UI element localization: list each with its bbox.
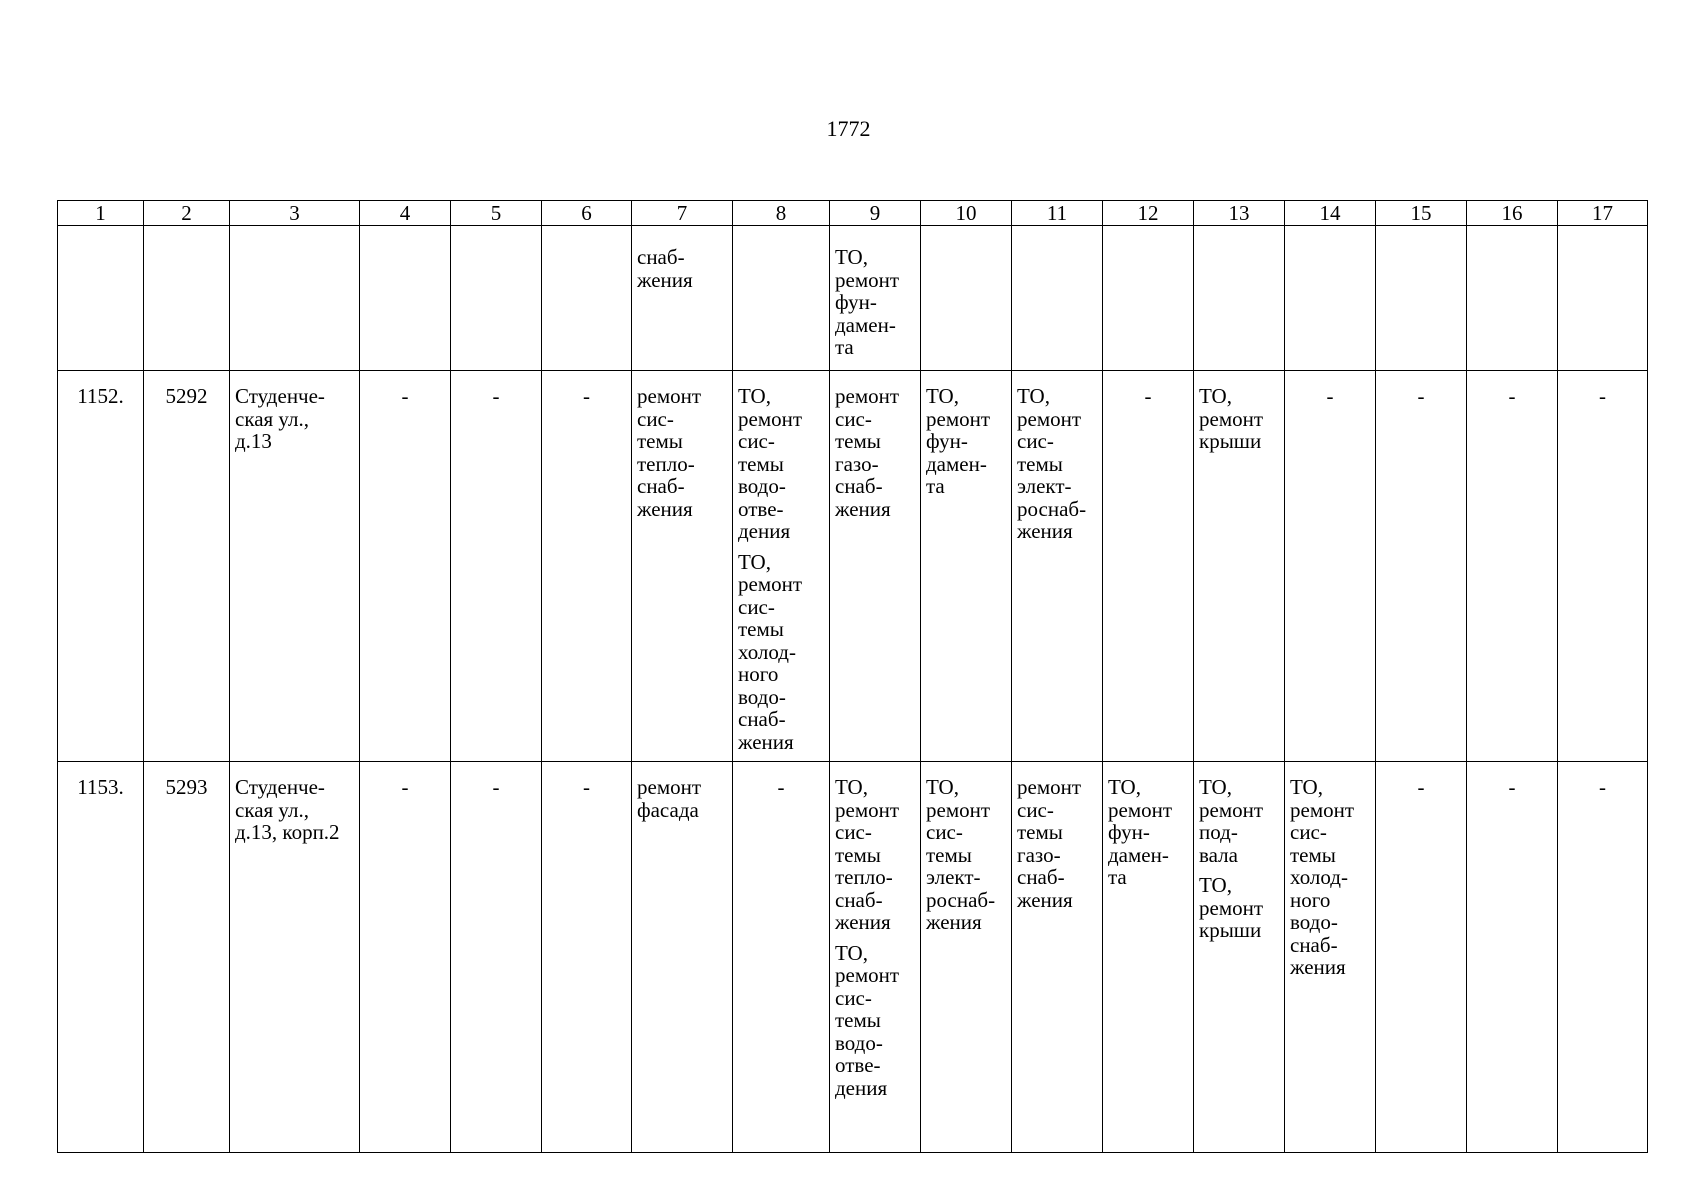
column-number-12: 12 xyxy=(1103,201,1194,226)
cell-text-line: сис- xyxy=(1017,429,1054,453)
cell-text-line: отве- xyxy=(835,1053,881,1077)
cell-text-line: газо- xyxy=(835,451,879,476)
cell-text-line: снаб- xyxy=(835,887,883,912)
cell-col-9 xyxy=(830,371,921,762)
cell-col-15 xyxy=(1376,226,1467,371)
cell-text-line: - xyxy=(401,384,409,408)
cell-col-13 xyxy=(1194,371,1285,762)
column-number-5: 5 xyxy=(451,201,542,226)
column-number-15: 15 xyxy=(1376,201,1467,226)
cell-entry xyxy=(926,776,1007,934)
cell-col-15 xyxy=(1376,371,1467,762)
cell-col-7 xyxy=(632,371,733,762)
cell-text-line: ТО, xyxy=(835,245,868,269)
cell-entry xyxy=(1376,385,1466,408)
cell-text-line: Студенче- xyxy=(235,384,325,408)
cell-entry xyxy=(738,385,825,543)
cell-text-line: темы xyxy=(1290,842,1336,867)
cell-text-line: - xyxy=(492,384,500,408)
cell-text-line: дамен- xyxy=(835,312,896,337)
cell-text-line: - xyxy=(1326,384,1334,408)
cell-entry xyxy=(235,385,355,453)
cell-col-4 xyxy=(360,371,451,762)
cell-text-line: ремонт xyxy=(1108,797,1173,822)
column-number-8: 8 xyxy=(733,201,830,226)
column-number-1: 1 xyxy=(58,201,144,226)
cell-text-line: ремонт xyxy=(835,384,900,408)
cell-text-line: сис- xyxy=(835,406,872,431)
cell-col-4 xyxy=(360,226,451,371)
cell-col-6 xyxy=(542,371,632,762)
cell-entry xyxy=(1467,385,1557,408)
cell-text-line: под- xyxy=(1199,820,1238,844)
cell-text-line: жения xyxy=(738,729,794,754)
cell-text-line: 1152. xyxy=(77,384,124,408)
cell-col-17 xyxy=(1558,762,1648,1153)
cell-entry xyxy=(1558,385,1647,408)
cell-text-line: сис- xyxy=(738,594,775,619)
cell-text-line: газо- xyxy=(1017,842,1061,867)
cell-entry xyxy=(835,246,916,359)
cell-col-10 xyxy=(921,762,1012,1153)
cell-col-8 xyxy=(733,762,830,1153)
cell-entry xyxy=(1290,776,1371,979)
cell-col-17 xyxy=(1558,371,1648,762)
cell-text-line: тепло- xyxy=(637,451,695,476)
cell-entry xyxy=(1558,776,1647,799)
cell-entry xyxy=(1108,776,1189,889)
cell-entry xyxy=(1017,385,1098,543)
cell-text-line: фун- xyxy=(926,429,968,453)
cell-text-line: жения xyxy=(1017,519,1073,543)
cell-text-line: сис- xyxy=(1290,820,1327,844)
cell-text-line: сис- xyxy=(835,820,872,844)
cell-entry xyxy=(360,776,450,799)
cell-entry xyxy=(738,551,825,754)
cell-text-line: фун- xyxy=(835,290,877,314)
cell-text-line: водо- xyxy=(835,1030,883,1055)
cell-col-13 xyxy=(1194,226,1285,371)
cell-col-16 xyxy=(1467,371,1558,762)
cell-row-number xyxy=(58,226,144,371)
cell-address xyxy=(230,762,360,1153)
cell-col-11 xyxy=(1012,371,1103,762)
cell-text-line: роснаб- xyxy=(1017,496,1087,521)
cell-text-line: темы xyxy=(738,617,784,641)
cell-text-line: снаб- xyxy=(738,707,786,731)
cell-col-15 xyxy=(1376,762,1467,1153)
cell-text-line: ТО, xyxy=(1290,775,1323,799)
cell-col-8 xyxy=(733,371,830,762)
table-body xyxy=(58,201,1648,1153)
cell-text-line: Студенче- xyxy=(235,775,325,799)
cell-text-line: фун- xyxy=(1108,820,1150,844)
cell-text-line: ТО, xyxy=(926,775,959,799)
cell-text-line: ремонт xyxy=(637,384,702,408)
cell-text-line: ремонт xyxy=(1199,406,1264,431)
cell-col-4 xyxy=(360,762,451,1153)
column-number-7: 7 xyxy=(632,201,733,226)
cell-text-line: темы xyxy=(835,429,881,453)
cell-entry xyxy=(235,776,355,844)
cell-text-line: - xyxy=(1599,775,1606,799)
cell-text-line: - xyxy=(1508,775,1516,799)
cell-text-line: ская ул., xyxy=(235,797,309,822)
cell-text-line: ТО, xyxy=(1108,775,1141,799)
cell-text-line: снаб- xyxy=(835,474,883,498)
cell-entry xyxy=(542,385,631,408)
cell-entry xyxy=(451,385,541,408)
cell-col-9 xyxy=(830,762,921,1153)
cell-text-line: - xyxy=(1417,775,1425,799)
cell-row-number xyxy=(58,371,144,762)
cell-col-9 xyxy=(830,226,921,371)
cell-text-line: темы xyxy=(835,1008,881,1032)
cell-text-line: тепло- xyxy=(835,865,893,889)
cell-text-line: жения xyxy=(1290,955,1346,979)
cell-text-line: д.13 xyxy=(235,429,272,453)
cell-text-line: ремонт xyxy=(1199,895,1264,920)
cell-text-line: дамен- xyxy=(926,451,987,476)
data-table xyxy=(57,200,1648,1153)
cell-col-14 xyxy=(1285,762,1376,1153)
cell-text-line: - xyxy=(1599,384,1606,408)
cell-text-line: сис- xyxy=(637,406,674,431)
cell-text-line: сис- xyxy=(738,429,775,453)
cell-col-10 xyxy=(921,371,1012,762)
cell-text-line: ремонт xyxy=(1290,797,1355,822)
cell-text-line: ТО, xyxy=(835,940,868,965)
cell-entry xyxy=(360,385,450,408)
cell-text-line: жения xyxy=(926,910,982,934)
cell-entry xyxy=(58,385,143,408)
column-number-14: 14 xyxy=(1285,201,1376,226)
cell-text-line: ремонт xyxy=(926,406,991,431)
cell-text-line: - xyxy=(1417,384,1425,408)
cell-text-line: крыши xyxy=(1199,918,1262,942)
cell-text-line: снаб- xyxy=(1017,865,1065,889)
cell-text-line: ремонт xyxy=(637,775,702,799)
cell-text-line: жения xyxy=(1017,887,1073,912)
cell-text-line: ремонт xyxy=(738,572,803,596)
cell-text-line: та xyxy=(926,474,945,498)
cell-text-line: та xyxy=(1108,865,1127,889)
cell-text-line: водо- xyxy=(1290,910,1338,934)
cell-text-line: ТО, xyxy=(835,775,868,799)
cell-entry xyxy=(926,385,1007,498)
cell-entry xyxy=(1467,776,1557,799)
column-number-16: 16 xyxy=(1467,201,1558,226)
cell-text-line: ская ул., xyxy=(235,406,309,431)
page-number: 1772 xyxy=(826,116,871,141)
cell-text-line: д.13, корп.2 xyxy=(235,820,340,844)
cell-text-line: темы xyxy=(926,842,972,867)
cell-entry xyxy=(1103,385,1193,408)
cell-text-line: холод- xyxy=(1290,865,1348,889)
cell-object-code xyxy=(144,762,230,1153)
cell-text-line: - xyxy=(401,775,409,799)
cell-text-line: ТО, xyxy=(1199,873,1232,897)
cell-entry xyxy=(144,385,229,408)
cell-entry xyxy=(733,776,829,799)
cell-entry xyxy=(542,776,631,799)
cell-text-line: холод- xyxy=(738,639,796,664)
cell-text-line: темы xyxy=(1017,451,1063,476)
cell-address xyxy=(230,226,360,371)
cell-entry xyxy=(58,776,143,799)
cell-text-line: ремонт xyxy=(1199,797,1264,822)
column-number-3: 3 xyxy=(230,201,360,226)
cell-text-line: элект- xyxy=(926,865,981,889)
cell-text-line: отве- xyxy=(738,496,784,521)
cell-text-line: та xyxy=(835,335,854,359)
cell-text-line: дамен- xyxy=(1108,842,1169,867)
cell-col-7 xyxy=(632,762,733,1153)
cell-text-line: водо- xyxy=(738,474,786,498)
cell-text-line: ТО, xyxy=(1017,384,1050,408)
cell-object-code xyxy=(144,371,230,762)
cell-col-5 xyxy=(451,762,542,1153)
cell-col-12 xyxy=(1103,226,1194,371)
cell-text-line: ремонт xyxy=(1017,406,1082,431)
cell-entry xyxy=(451,776,541,799)
cell-col-16 xyxy=(1467,226,1558,371)
cell-text-line: снаб- xyxy=(637,474,685,498)
cell-col-13 xyxy=(1194,762,1285,1153)
column-number-2: 2 xyxy=(144,201,230,226)
cell-text-line: - xyxy=(583,384,590,408)
cell-entry xyxy=(1199,874,1280,942)
cell-entry xyxy=(637,385,728,520)
cell-col-6 xyxy=(542,226,632,371)
cell-text-line: - xyxy=(583,775,590,799)
cell-text-line: ремонт xyxy=(835,963,900,987)
cell-col-11 xyxy=(1012,226,1103,371)
column-number-13: 13 xyxy=(1194,201,1285,226)
cell-text-line: водо- xyxy=(738,684,786,709)
cell-entry xyxy=(1017,776,1098,911)
cell-col-17 xyxy=(1558,226,1648,371)
cell-col-14 xyxy=(1285,371,1376,762)
cell-text-line: сис- xyxy=(1017,797,1054,822)
column-number-17: 17 xyxy=(1558,201,1648,226)
cell-entry xyxy=(1285,385,1375,408)
cell-entry xyxy=(835,942,916,1100)
cell-text-line: сис- xyxy=(835,985,872,1010)
cell-text-line: ремонт xyxy=(738,406,803,431)
cell-entry xyxy=(144,776,229,799)
cell-text-line: ного xyxy=(1290,887,1331,912)
cell-text-line: 5292 xyxy=(165,384,208,408)
cell-text-line: роснаб- xyxy=(926,887,996,912)
column-number-4: 4 xyxy=(360,201,451,226)
table-row-continuation xyxy=(58,226,1648,371)
cell-col-14 xyxy=(1285,226,1376,371)
cell-text-line: ного xyxy=(738,662,779,686)
column-number-11: 11 xyxy=(1012,201,1103,226)
column-number-9: 9 xyxy=(830,201,921,226)
cell-col-12 xyxy=(1103,762,1194,1153)
cell-text-line: дения xyxy=(738,519,791,543)
cell-text-line: крыши xyxy=(1199,429,1262,453)
cell-col-12 xyxy=(1103,371,1194,762)
cell-text-line: сис- xyxy=(926,820,963,844)
cell-row-number xyxy=(58,762,144,1153)
table-row-1153 xyxy=(58,762,1648,1153)
cell-entry xyxy=(1199,776,1280,866)
cell-entry xyxy=(1199,385,1280,453)
cell-entry xyxy=(637,776,728,821)
cell-col-5 xyxy=(451,371,542,762)
cell-col-16 xyxy=(1467,762,1558,1153)
cell-col-8 xyxy=(733,226,830,371)
column-number-10: 10 xyxy=(921,201,1012,226)
cell-text-line: жения xyxy=(835,496,891,521)
cell-text-line: темы xyxy=(835,842,881,867)
table-row-1152 xyxy=(58,371,1648,762)
cell-text-line: жения xyxy=(637,496,693,521)
cell-text-line: снаб- xyxy=(637,245,685,269)
cell-col-10 xyxy=(921,226,1012,371)
cell-text-line: ТО, xyxy=(1199,775,1232,799)
cell-col-5 xyxy=(451,226,542,371)
cell-entry xyxy=(637,246,728,291)
cell-col-6 xyxy=(542,762,632,1153)
cell-text-line: темы xyxy=(738,451,784,476)
cell-col-7 xyxy=(632,226,733,371)
cell-address xyxy=(230,371,360,762)
cell-entry xyxy=(1376,776,1466,799)
cell-text-line: ТО, xyxy=(738,549,771,574)
cell-text-line: ремонт xyxy=(1017,775,1082,799)
cell-text-line: 5293 xyxy=(165,775,208,799)
cell-text-line: вала xyxy=(1199,842,1238,867)
cell-text-line: ремонт xyxy=(835,267,900,292)
cell-text-line: темы xyxy=(1017,820,1063,844)
cell-text-line: снаб- xyxy=(1290,932,1338,957)
cell-text-line: жения xyxy=(835,910,891,934)
cell-text-line: - xyxy=(777,775,785,799)
cell-text-line: ремонт xyxy=(926,797,991,822)
cell-text-line: 1153. xyxy=(77,775,124,799)
cell-text-line: - xyxy=(1144,384,1152,408)
cell-text-line: темы xyxy=(637,429,683,453)
cell-text-line: - xyxy=(492,775,500,799)
cell-text-line: фасада xyxy=(637,797,699,822)
cell-text-line: ТО, xyxy=(738,384,771,408)
cell-object-code xyxy=(144,226,230,371)
cell-text-line: дения xyxy=(835,1075,888,1100)
cell-text-line: жения xyxy=(637,267,693,292)
cell-text-line: ТО, xyxy=(926,384,959,408)
cell-entry xyxy=(835,776,916,934)
cell-text-line: - xyxy=(1508,384,1516,408)
cell-text-line: ремонт xyxy=(835,797,900,822)
column-number-6: 6 xyxy=(542,201,632,226)
header-row xyxy=(58,201,1648,226)
cell-entry xyxy=(835,385,916,520)
cell-col-11 xyxy=(1012,762,1103,1153)
cell-text-line: ТО, xyxy=(1199,384,1232,408)
cell-text-line: элект- xyxy=(1017,474,1072,498)
